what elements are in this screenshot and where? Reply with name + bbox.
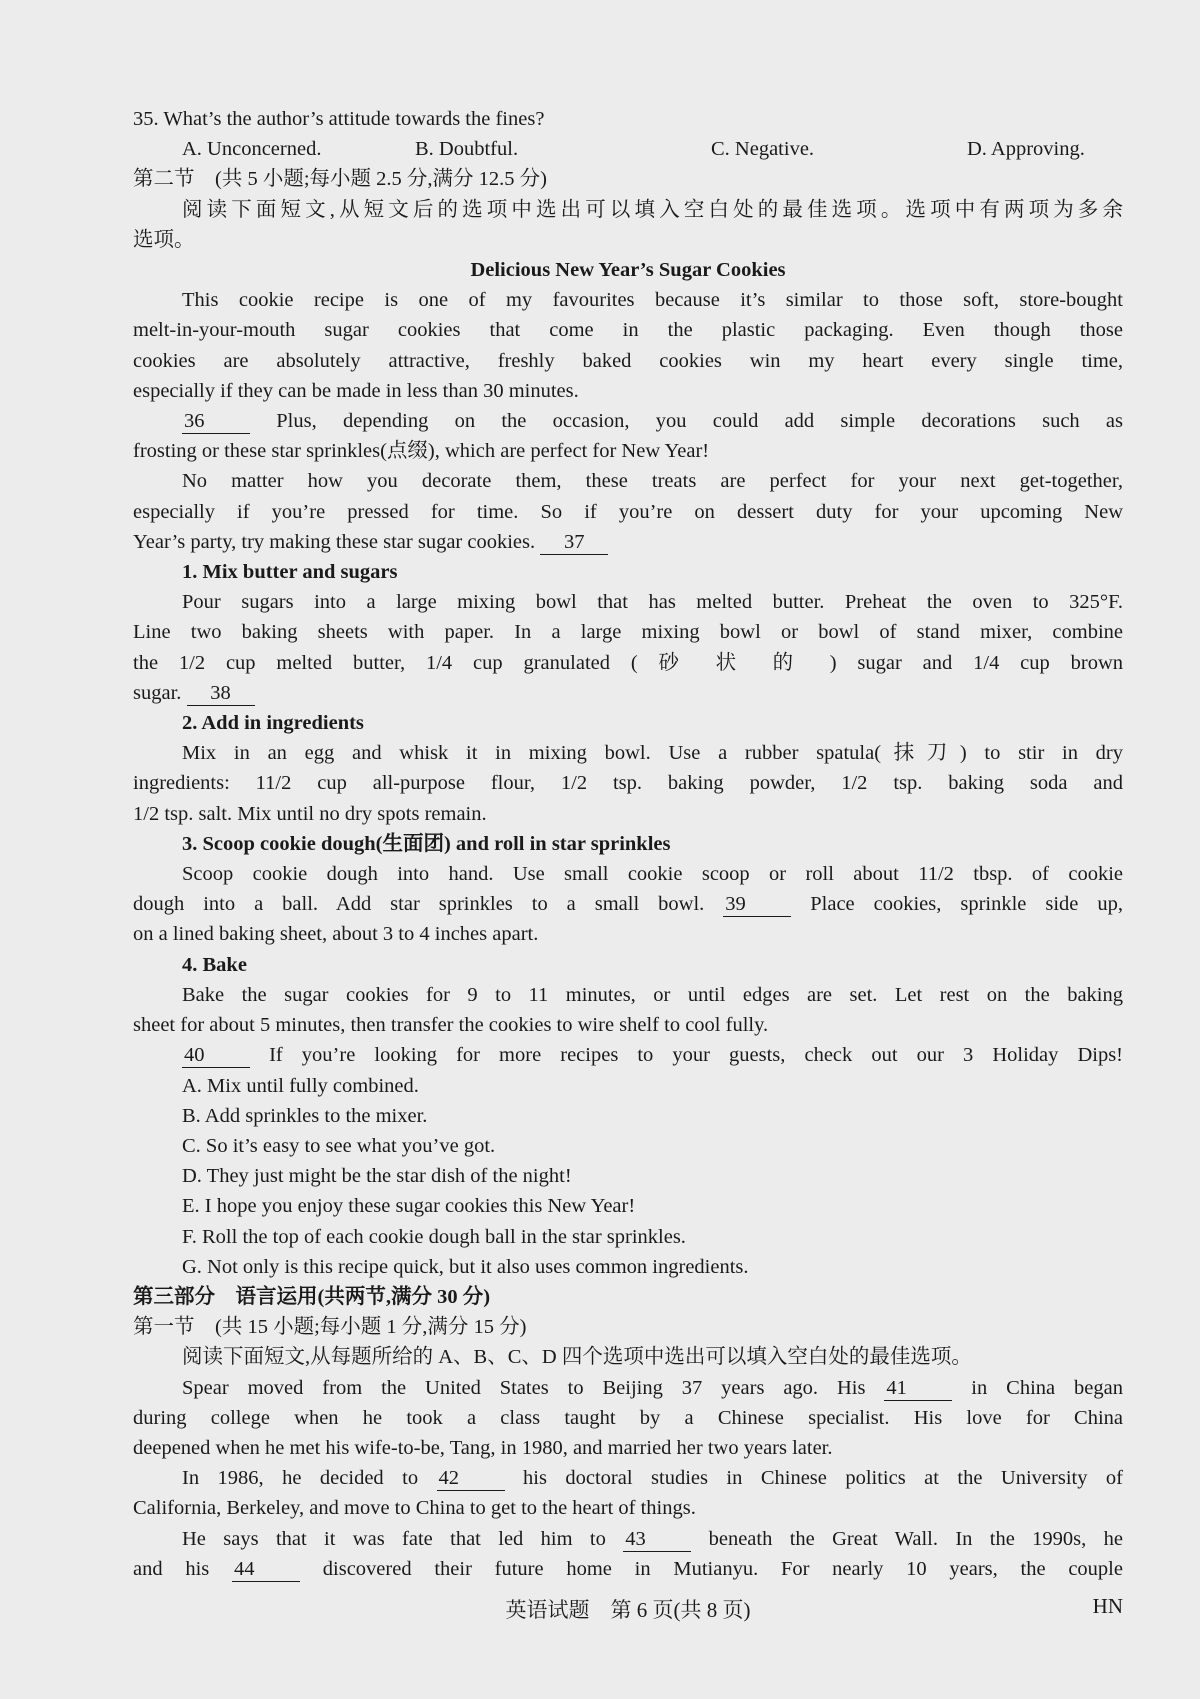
passage-line: melt-in-your-mouth sugar cookies that come in the plastic packaging. Even though those <box>133 319 1123 342</box>
option-f: F. Roll the top of each cookie dough ball in the star sprinkles. <box>182 1225 686 1248</box>
option-g: G. Not only is this recipe quick, but it also uses common ingredients. <box>182 1255 749 1278</box>
option-d: D. They just might be the star dish of the night! <box>182 1165 572 1188</box>
passage-line: Mix in an egg and whisk it in mixing bowl. Use a rubber spatula(抹刀) to stir in dry <box>182 742 1123 765</box>
step-heading-1: 1. Mix butter and sugars <box>182 561 398 584</box>
passage-line: especially if they can be made in less than 30 minutes. <box>133 379 579 402</box>
option-c: C. So it’s easy to see what you’ve got. <box>182 1134 496 1157</box>
passage-line: ingredients: 11/2 cup all-purpose flour, 1/2 tsp. baking powder, 1/2 tsp. baking soda and <box>133 772 1123 795</box>
page-content <box>133 104 1123 1584</box>
section2-header: 第二节 (共 5 小题;每小题 2.5 分,满分 12.5 分) <box>133 168 547 191</box>
blank-41[interactable]: 41 <box>884 1376 952 1401</box>
option-e: E. I hope you enjoy these sugar cookies this New Year! <box>182 1195 636 1218</box>
q35-stem: 35. What’s the author’s attitude towards the fines? <box>133 108 545 130</box>
q35-option-c: C. Negative. <box>711 138 815 161</box>
passage-line: especially if you’re pressed for time. So if you’re on dessert duty for your upcoming New <box>133 500 1123 523</box>
option-a: A. Mix until fully combined. <box>182 1074 419 1097</box>
passage-line: Pour sugars into a large mixing bowl that has melted butter. Preheat the oven to 325°F. <box>182 591 1123 614</box>
passage-line: dough into a ball. Add star sprinkles to a small bowl. 39 Place cookies, sprinkle side up, <box>133 893 1123 916</box>
passage-line: Scoop cookie dough into hand. Use small cookie scoop or roll about 11/2 tbsp. of cookie <box>182 863 1123 886</box>
passage-line: 1/2 tsp. salt. Mix until no dry spots remain. <box>133 802 487 825</box>
section2-instruction-1: 阅读下面短文,从短文后的选项中选出可以填入空白处的最佳选项。选项中有两项为多余 <box>182 198 1123 221</box>
passage-line: This cookie recipe is one of my favourites because it’s similar to those soft, store-bought <box>182 289 1123 312</box>
passage-line: during college when he took a class taught by a Chinese specialist. His love for China <box>133 1406 1123 1429</box>
q35-option-a: A. Unconcerned. <box>182 138 322 161</box>
option-b: B. Add sprinkles to the mixer. <box>182 1104 428 1127</box>
blank-44[interactable]: 44 <box>232 1557 300 1582</box>
passage-line: In 1986, he decided to 42 his doctoral studies in Chinese politics at the University of <box>182 1467 1123 1490</box>
step-heading-2: 2. Add in ingredients <box>182 712 364 735</box>
blank-42[interactable]: 42 <box>437 1466 505 1491</box>
passage-line: Bake the sugar cookies for 9 to 11 minutes, or until edges are set. Let rest on the baking <box>182 983 1123 1006</box>
page-number: 英语试题 第 6 页(共 8 页) <box>505 1598 751 1622</box>
passage-line: Spear moved from the United States to Beijing 37 years ago. His 41 in China began <box>182 1376 1123 1399</box>
region-code: HN <box>1092 1594 1123 1618</box>
passage-line: Line two baking sheets with paper. In a large mixing bowl or bowl of stand mixer, combine <box>133 621 1123 644</box>
passage-line: He says that it was fate that led him to 43 beneath the Great Wall. In the 1990s, he <box>182 1527 1123 1550</box>
q35-options <box>133 134 1123 164</box>
blank-38[interactable]: 38 <box>187 681 255 706</box>
blank-37[interactable]: 37 <box>540 530 608 555</box>
passage-line: the 1/2 cup melted butter, 1/4 cup granulated ( 砂 状 的 ) sugar and 1/4 cup brown <box>133 651 1123 674</box>
passage-line: frosting or these star sprinkles(点缀), which are perfect for New Year! <box>133 440 710 463</box>
passage-line: sheet for about 5 minutes, then transfer the cookies to wire shelf to cool fully. <box>133 1014 769 1037</box>
passage-line: on a lined baking sheet, about 3 to 4 inches apart. <box>133 923 539 946</box>
passage-line: No matter how you decorate them, these treats are perfect for your next get-together, <box>182 470 1123 493</box>
part3-header: 第三部分 语言运用(共两节,满分 30 分) <box>133 1285 491 1308</box>
q35-option-d: D. Approving. <box>967 138 1085 161</box>
passage-line: 36 Plus, depending on the occasion, you could add simple decorations such as <box>184 410 1123 433</box>
passage-line: sugar. 38 <box>133 678 1123 708</box>
blank-39[interactable]: 39 <box>723 892 791 917</box>
passage-line: 40 If you’re looking for more recipes to your guests, check out our 3 Holiday Dips! <box>184 1044 1123 1067</box>
passage-line: and his 44 discovered their future home in Mutianyu. For nearly 10 years, the couple <box>133 1557 1123 1580</box>
passage-line: cookies are absolutely attractive, freshly baked cookies win my heart every single time, <box>133 349 1123 372</box>
passage-title: Delicious New Year’s Sugar Cookies <box>470 259 786 282</box>
section2-instruction-2: 选项。 <box>133 228 195 251</box>
part3-instruction: 阅读下面短文,从每题所给的 A、B、C、D 四个选项中选出可以填入空白处的最佳选项。 <box>182 1346 972 1369</box>
q35-option-b: B. Doubtful. <box>415 138 519 161</box>
step-heading-4: 4. Bake <box>182 953 247 976</box>
passage-line: Year’s party, try making these star sugar cookies. 37 <box>133 527 1123 557</box>
blank-43[interactable]: 43 <box>623 1527 691 1552</box>
step-heading-3: 3. Scoop cookie dough(生面团) and roll in star sprinkles <box>182 832 671 855</box>
blank-36[interactable]: 36 <box>182 409 250 434</box>
passage-line: deepened when he met his wife-to-be, Tang, in 1980, and married her two years later. <box>133 1436 833 1459</box>
part3-section1-header: 第一节 (共 15 小题;每小题 1 分,满分 15 分) <box>133 1316 527 1339</box>
passage-line: California, Berkeley, and move to China to get to the heart of things. <box>133 1497 696 1520</box>
blank-40[interactable]: 40 <box>182 1043 250 1068</box>
